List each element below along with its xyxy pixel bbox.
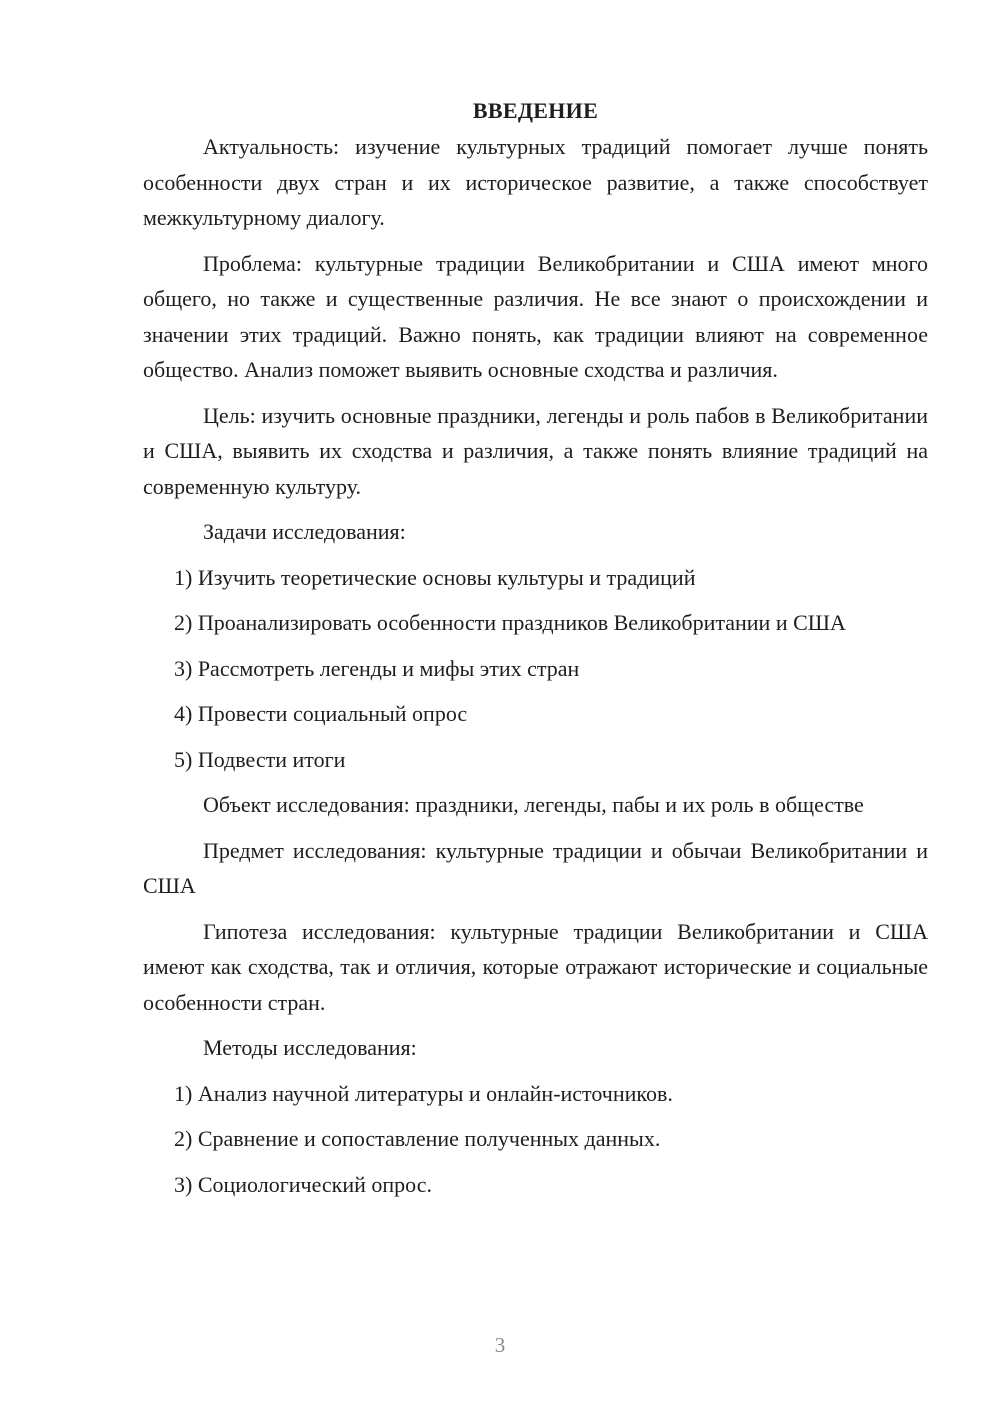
- subject-paragraph: Предмет исследования: культурные традиции и обычаи Великобритании и США: [143, 837, 928, 898]
- method-item: 3) Социологический опрос.: [174, 1171, 432, 1197]
- tasks-list: [143, 560, 928, 778]
- page-number: 3: [494, 1333, 506, 1357]
- task-item: 4) Провести социальный опрос: [174, 701, 468, 726]
- section-title: ВВЕДЕНИЕ: [472, 98, 599, 123]
- object-paragraph: Объект исследования: праздники, легенды, пабы и их роль в обществе: [203, 792, 864, 817]
- relevance-paragraph: Актуальность: изучение культурных традиций помогает лучше понять особенности двух стран и их историческое развитие, а также способствует межкультурному диалогу.: [143, 134, 928, 230]
- task-item: 3) Рассмотреть легенды и мифы этих стран: [174, 655, 580, 681]
- goal-paragraph: Цель: изучить основные праздники, легенды и роль пабов в Великобритании и США, выявить их сходства и различия, а также понять влияние традиций на современную культуру.: [143, 402, 928, 499]
- task-item: 5) Подвести итоги: [174, 746, 346, 772]
- methods-heading: Методы исследования:: [203, 1035, 417, 1060]
- problem-paragraph: Проблема: культурные традиции Великобритании и США имеют много общего, но также и существенные различия. Не все знают о происхождении и значении этих традиций. Важно понять, как традиции влияют на современное общество. Анализ поможет выявить основные сходства и различия.: [143, 250, 928, 382]
- hypothesis-paragraph: Гипотеза исследования: культурные традиции Великобритании и США имеют как сходства, так и отличия, которые отражают исторические и социальные особенности стран.: [143, 918, 928, 1015]
- task-item: 1) Изучить теоретические основы культуры и традиций: [174, 564, 696, 590]
- method-item: 2) Сравнение и сопоставление полученных данных.: [174, 1126, 661, 1151]
- methods-list: [143, 1076, 928, 1203]
- method-item: 1) Анализ научной литературы и онлайн-источников.: [174, 1080, 673, 1106]
- document-page: [143, 96, 928, 1212]
- task-item: 2) Проанализировать особенности праздников Великобритании и США: [174, 610, 846, 635]
- tasks-heading: Задачи исследования:: [203, 519, 406, 544]
